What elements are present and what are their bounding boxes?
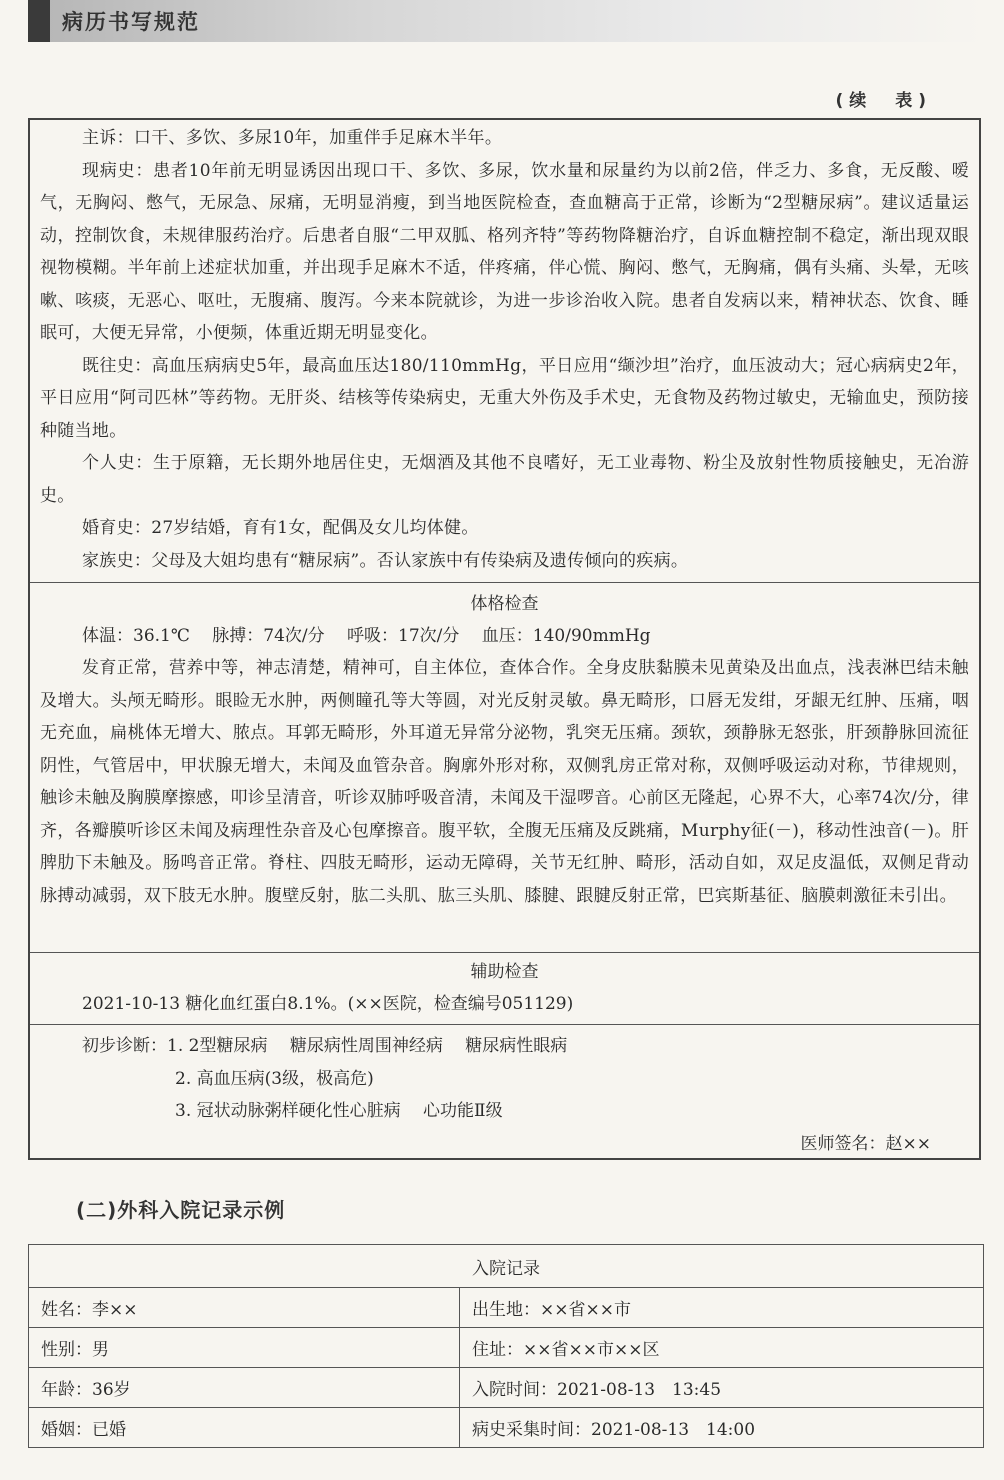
table-row <box>29 1245 984 1288</box>
vital-signs: 体温：36.1℃ 脉搏：74次/分 呼吸：17次/分 血压：140/90mmHg <box>82 626 651 646</box>
diagnosis-line: 2. 高血压病(3级，极高危) <box>175 1068 374 1089</box>
table-cell-age: 年龄：36岁 <box>29 1368 460 1408</box>
table-row <box>29 1288 984 1328</box>
chief-complaint: 主诉：口干、多饮、多尿10年，加重伴手足麻木半年。 <box>82 128 503 148</box>
header-accent <box>28 0 50 42</box>
aux-exam-section <box>30 956 979 1020</box>
diagnosis-line: 3. 冠状动脉粥样硬化性心脏病 心功能Ⅱ级 <box>175 1101 503 1121</box>
admission-record-table <box>28 1244 984 1448</box>
table-row <box>29 1368 984 1408</box>
history-section <box>30 122 979 577</box>
section-divider <box>30 952 979 953</box>
table-cell-birthplace: 出生地：××省××市 <box>460 1288 984 1328</box>
doctor-signature: 医师签名：赵×× <box>800 1134 931 1154</box>
physical-exam-section <box>30 588 979 912</box>
medical-record-box <box>28 118 981 1160</box>
table-cell-admission-time: 入院时间：2021-08-13 13:45 <box>460 1368 984 1408</box>
table-row <box>29 1328 984 1368</box>
section-divider <box>30 582 979 583</box>
table-cell-marital: 婚姻：已婚 <box>29 1408 460 1448</box>
aux-exam-title: 辅助检查 <box>470 962 539 982</box>
table-cell-gender: 性别：男 <box>29 1328 460 1368</box>
aux-exam-text: 2021-10-13 糖化血红蛋白8.1%。(××医院，检查编号051129) <box>82 994 574 1014</box>
section-divider <box>30 1024 979 1025</box>
diagnosis-line: 初步诊断：1. 2型糖尿病 糖尿病性周围神经病 糖尿病性眼病 <box>82 1036 568 1056</box>
marital-history: 婚育史：27岁结婚，育有1女，配偶及女儿均体健。 <box>82 518 479 538</box>
table-cell-history-time: 病史采集时间：2021-08-13 14:00 <box>460 1408 984 1448</box>
table-row <box>29 1408 984 1448</box>
page-header-title: 病历书写规范 <box>62 10 200 34</box>
admission-record-title: 入院记录 <box>29 1245 984 1288</box>
physical-exam-text: 发育正常，营养中等，神志清楚，精神可，自主体位，查体合作。全身皮肤黏膜未见黄染及出血点，浅表淋巴结未触及增大。头颅无畸形。眼睑无水肿，两侧瞳孔等大等圆，对光反射灵敏。鼻无畸形，口唇无发绀，牙龈无红肿、压痛，咽无充血，扁桃体无增大、脓点。耳郭无畸形，外耳道无异常分泌物，乳突无压痛。颈软，颈静脉无怒张，肝颈静脉回流征阴性，气管居中，甲状腺无增大，未闻及血管杂音。胸廓外形对称，双侧乳房正常对称，双侧呼吸运动对称，节律规则，触诊未触及胸膜摩擦感，叩诊呈清音，听诊双肺呼吸音清，未闻及干湿啰音。心前区无隆起，心界不大，心率74次/分，律齐，各瓣膜听诊区未闻及病理性杂音及心包摩擦音。腹平软，全腹无压痛及反跳痛，Murphy征(－)，移动性浊音(－)。肝脾肋下未触及。肠鸣音正常。脊柱、四肢无畸形，运动无障碍，关节无红肿、畸形，活动自如，双足皮温低，双侧足背动脉搏动减弱，双下肢无水肿。腹壁反射，肱二头肌、肱三头肌、膝腱、跟腱反射正常，巴宾斯基征、脑膜刺激征未引出。 <box>40 658 969 906</box>
continued-label: (续 表) <box>835 91 932 111</box>
section-subheading: (二)外科入院记录示例 <box>76 1198 286 1222</box>
physical-exam-title: 体格检查 <box>470 594 539 614</box>
family-history: 家族史：父母及大姐均患有“糖尿病”。否认家族中有传染病及遗传倾向的疾病。 <box>82 550 689 571</box>
table-cell-name: 姓名：李×× <box>29 1288 460 1328</box>
personal-history: 个人史：生于原籍，无长期外地居住史，无烟酒及其他不良嗜好，无工业毒物、粉尘及放射性物质接触史，无冶游史。 <box>40 453 969 506</box>
table-cell-address: 住址：××省××市××区 <box>460 1328 984 1368</box>
diagnosis-section <box>30 1030 979 1128</box>
present-illness: 现病史：患者10年前无明显诱因出现口干、多饮、多尿，饮水量和尿量约为以前2倍，伴乏力、多食，无反酸、嗳气，无胸闷、憋气，无尿急、尿痛，无明显消瘦，到当地医院检查，查血糖高于正常，诊断为“2型糖尿病”。建议适量运动，控制饮食，未规律服药治疗。后患者自服“二甲双胍、格列齐特”等药物降糖治疗，自诉血糖控制不稳定，渐出现双眼视物模糊。半年前上述症状加重，并出现手足麻木不适，伴疼痛，伴心慌、胸闷、憋气，无胸痛，偶有头痛、头晕，无咳嗽、咳痰，无恶心、呕吐，无腹痛、腹泻。今来本院就诊，为进一步诊治收入院。患者自发病以来，精神状态、饮食、睡眠可，大便无异常，小便频，体重近期无明显变化。 <box>40 160 969 343</box>
past-history: 既往史：高血压病病史5年，最高血压达180/110mmHg，平日应用“缬沙坦”治疗，血压波动大；冠心病病史2年，平日应用“阿司匹林”等药物。无肝炎、结核等传染病史，无重大外伤及手术史，无食物及药物过敏史，无输血史，预防接种随当地。 <box>40 355 969 441</box>
